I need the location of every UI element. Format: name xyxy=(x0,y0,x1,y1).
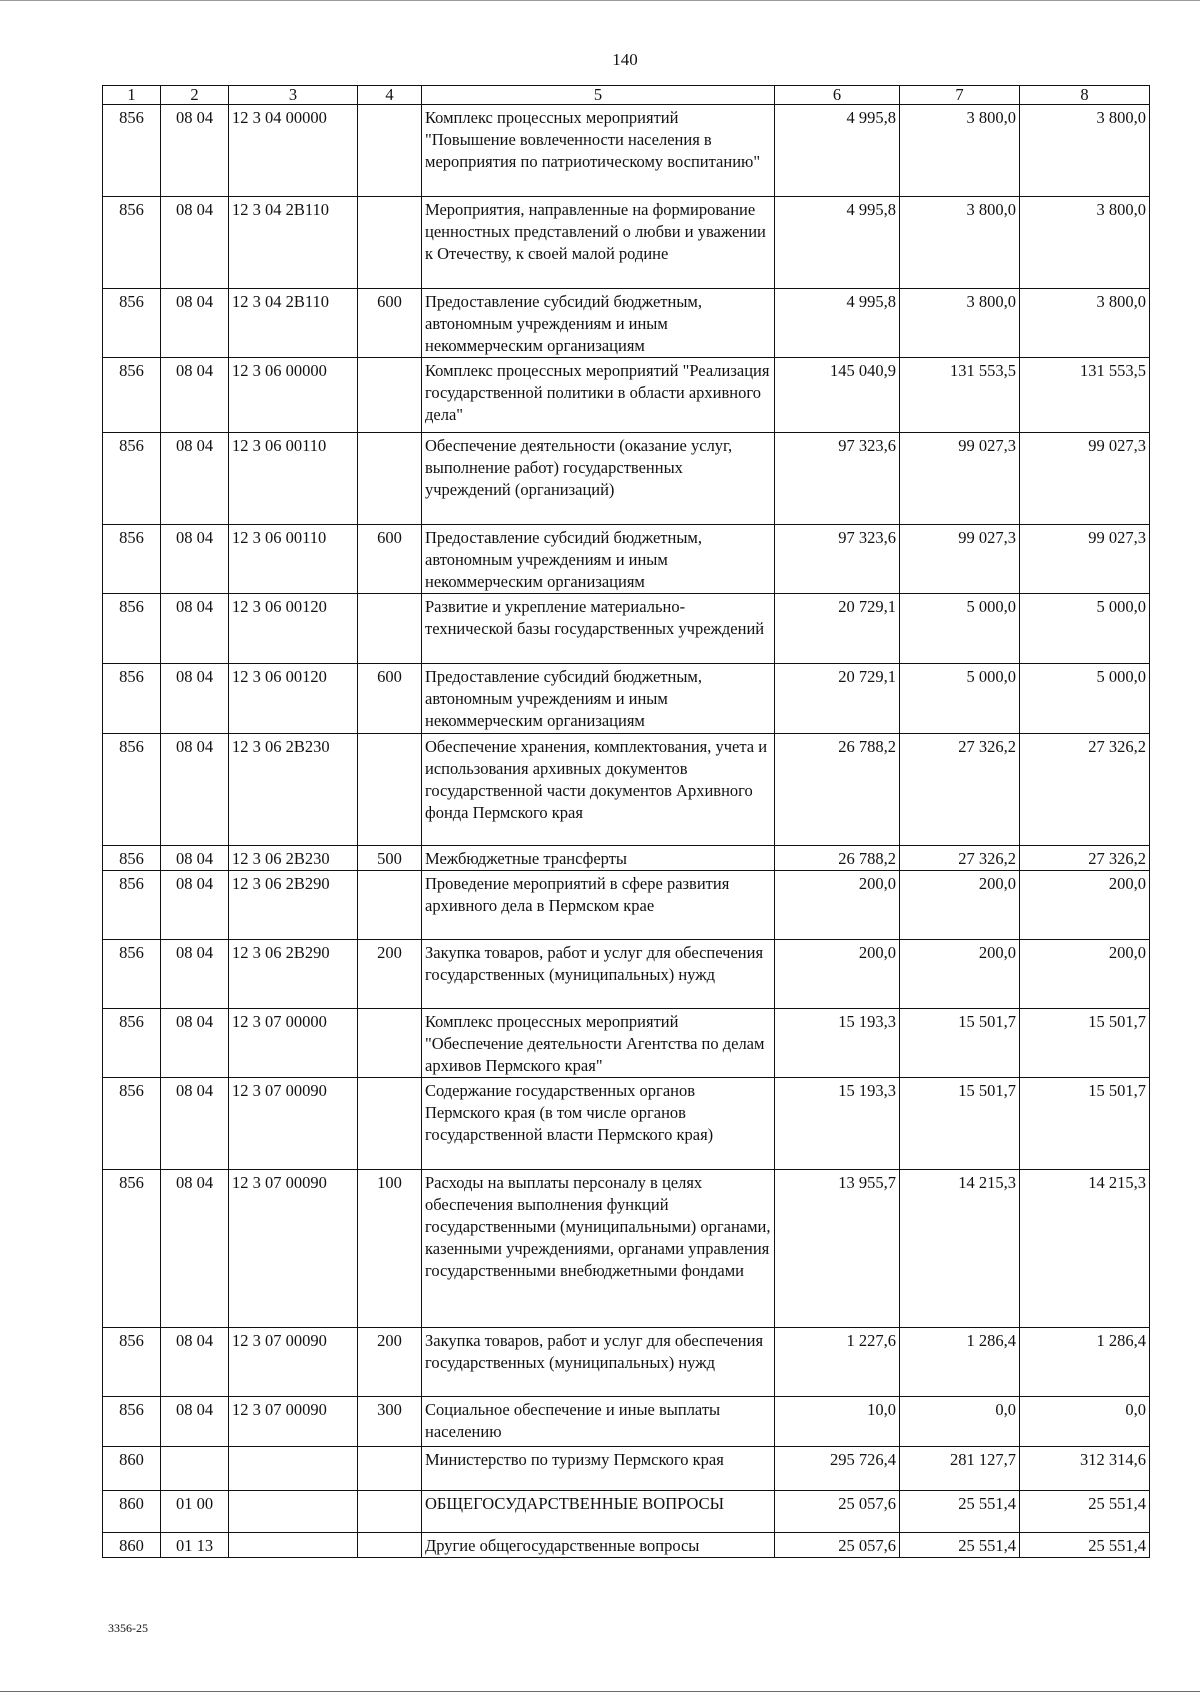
cell-col-1: 856 xyxy=(103,358,161,433)
cell-col-3: 12 3 04 2В110 xyxy=(229,197,358,289)
cell-col-6: 4 995,8 xyxy=(775,197,900,289)
table-row xyxy=(103,197,1150,289)
cell-col-4: 500 xyxy=(358,846,422,871)
scan-edge-top xyxy=(0,0,1200,3)
table-row xyxy=(103,940,1150,1009)
cell-col-4: 600 xyxy=(358,289,422,358)
cell-col-3: 12 3 06 00000 xyxy=(229,358,358,433)
column-header-7: 7 xyxy=(900,86,1020,105)
cell-col-7: 3 800,0 xyxy=(900,197,1020,289)
cell-col-7: 200,0 xyxy=(900,940,1020,1009)
cell-col-2: 08 04 xyxy=(161,734,229,846)
cell-col-5: Социальное обеспечение и иные выплаты населению xyxy=(422,1397,775,1447)
cell-col-3: 12 3 06 2В230 xyxy=(229,734,358,846)
table-row xyxy=(103,1328,1150,1397)
cell-col-3: 12 3 07 00000 xyxy=(229,1009,358,1078)
cell-col-1: 856 xyxy=(103,871,161,940)
cell-col-1: 860 xyxy=(103,1533,161,1558)
cell-col-2 xyxy=(161,1447,229,1491)
cell-col-6: 26 788,2 xyxy=(775,846,900,871)
cell-col-2: 08 04 xyxy=(161,1078,229,1170)
cell-col-3: 12 3 06 00110 xyxy=(229,525,358,594)
cell-col-5: Комплекс процессных мероприятий "Обеспечение деятельности Агентства по делам архивов Пермского края" xyxy=(422,1009,775,1078)
cell-col-3: 12 3 04 2В110 xyxy=(229,289,358,358)
column-header-4: 4 xyxy=(358,86,422,105)
cell-col-1: 856 xyxy=(103,664,161,734)
cell-col-8: 25 551,4 xyxy=(1020,1533,1150,1558)
cell-col-1: 856 xyxy=(103,289,161,358)
cell-col-7: 3 800,0 xyxy=(900,105,1020,197)
cell-col-1: 856 xyxy=(103,105,161,197)
column-header-3: 3 xyxy=(229,86,358,105)
column-header-5: 5 xyxy=(422,86,775,105)
cell-col-2: 08 04 xyxy=(161,1170,229,1328)
column-header-1: 1 xyxy=(103,86,161,105)
table-row xyxy=(103,1397,1150,1447)
cell-col-3: 12 3 06 00120 xyxy=(229,664,358,734)
table-row xyxy=(103,1009,1150,1078)
cell-col-3: 12 3 06 00110 xyxy=(229,433,358,525)
cell-col-4: 100 xyxy=(358,1170,422,1328)
cell-col-5: Закупка товаров, работ и услуг для обеспечения государственных (муниципальных) нужд xyxy=(422,940,775,1009)
cell-col-3: 12 3 07 00090 xyxy=(229,1170,358,1328)
cell-col-7: 99 027,3 xyxy=(900,433,1020,525)
cell-col-7: 25 551,4 xyxy=(900,1491,1020,1533)
cell-col-7: 15 501,7 xyxy=(900,1078,1020,1170)
cell-col-8: 312 314,6 xyxy=(1020,1447,1150,1491)
cell-col-7: 200,0 xyxy=(900,871,1020,940)
cell-col-7: 0,0 xyxy=(900,1397,1020,1447)
cell-col-7: 131 553,5 xyxy=(900,358,1020,433)
cell-col-5: Министерство по туризму Пермского края xyxy=(422,1447,775,1491)
cell-col-7: 5 000,0 xyxy=(900,594,1020,664)
cell-col-7: 27 326,2 xyxy=(900,846,1020,871)
cell-col-4: 600 xyxy=(358,525,422,594)
table-row xyxy=(103,1078,1150,1170)
cell-col-6: 145 040,9 xyxy=(775,358,900,433)
cell-col-4: 600 xyxy=(358,664,422,734)
cell-col-8: 25 551,4 xyxy=(1020,1491,1150,1533)
cell-col-4 xyxy=(358,105,422,197)
cell-col-8: 99 027,3 xyxy=(1020,433,1150,525)
cell-col-6: 13 955,7 xyxy=(775,1170,900,1328)
cell-col-8: 1 286,4 xyxy=(1020,1328,1150,1397)
cell-col-1: 860 xyxy=(103,1447,161,1491)
cell-col-3: 12 3 07 00090 xyxy=(229,1397,358,1447)
cell-col-5: Межбюджетные трансферты xyxy=(422,846,775,871)
cell-col-2: 08 04 xyxy=(161,525,229,594)
cell-col-2: 08 04 xyxy=(161,594,229,664)
cell-col-1: 856 xyxy=(103,846,161,871)
cell-col-4 xyxy=(358,871,422,940)
cell-col-1: 856 xyxy=(103,1009,161,1078)
cell-col-3: 12 3 07 00090 xyxy=(229,1078,358,1170)
cell-col-4 xyxy=(358,1009,422,1078)
cell-col-7: 5 000,0 xyxy=(900,664,1020,734)
table-row xyxy=(103,1533,1150,1558)
table-body xyxy=(103,86,1150,1558)
cell-col-8: 200,0 xyxy=(1020,940,1150,1009)
cell-col-4 xyxy=(358,433,422,525)
cell-col-7: 281 127,7 xyxy=(900,1447,1020,1491)
cell-col-4 xyxy=(358,358,422,433)
cell-col-8: 15 501,7 xyxy=(1020,1009,1150,1078)
document-code: 3356-25 xyxy=(108,1621,148,1635)
cell-col-7: 27 326,2 xyxy=(900,734,1020,846)
scan-edge-bottom xyxy=(0,1691,1200,1692)
cell-col-7: 3 800,0 xyxy=(900,289,1020,358)
page-number: 140 xyxy=(612,50,638,69)
cell-col-6: 25 057,6 xyxy=(775,1533,900,1558)
cell-col-5: Содержание государственных органов Пермского края (в том числе органов государственной власти Пермского края) xyxy=(422,1078,775,1170)
cell-col-8: 99 027,3 xyxy=(1020,525,1150,594)
cell-col-1: 856 xyxy=(103,940,161,1009)
cell-col-4 xyxy=(358,1533,422,1558)
cell-col-3: 12 3 04 00000 xyxy=(229,105,358,197)
table-row xyxy=(103,525,1150,594)
table-row xyxy=(103,1447,1150,1491)
cell-col-8: 200,0 xyxy=(1020,871,1150,940)
cell-col-1: 856 xyxy=(103,1078,161,1170)
cell-col-5: Обеспечение хранения, комплектования, учета и использования архивных документов государственной части документов Архивного фонда Пермского края xyxy=(422,734,775,846)
cell-col-5: Развитие и укрепление материально-технической базы государственных учреждений xyxy=(422,594,775,664)
cell-col-3: 12 3 06 00120 xyxy=(229,594,358,664)
cell-col-8: 3 800,0 xyxy=(1020,289,1150,358)
cell-col-4: 200 xyxy=(358,1328,422,1397)
cell-col-8: 5 000,0 xyxy=(1020,594,1150,664)
cell-col-2: 08 04 xyxy=(161,664,229,734)
cell-col-4 xyxy=(358,1491,422,1533)
cell-col-1: 856 xyxy=(103,525,161,594)
cell-col-2: 08 04 xyxy=(161,846,229,871)
table-row xyxy=(103,871,1150,940)
cell-col-8: 14 215,3 xyxy=(1020,1170,1150,1328)
cell-col-1: 856 xyxy=(103,1328,161,1397)
cell-col-5: ОБЩЕГОСУДАРСТВЕННЫЕ ВОПРОСЫ xyxy=(422,1491,775,1533)
cell-col-5: Другие общегосударственные вопросы xyxy=(422,1533,775,1558)
cell-col-7: 99 027,3 xyxy=(900,525,1020,594)
cell-col-8: 27 326,2 xyxy=(1020,846,1150,871)
cell-col-4 xyxy=(358,197,422,289)
table-row xyxy=(103,846,1150,871)
cell-col-6: 200,0 xyxy=(775,871,900,940)
cell-col-6: 295 726,4 xyxy=(775,1447,900,1491)
cell-col-2: 08 04 xyxy=(161,940,229,1009)
cell-col-6: 200,0 xyxy=(775,940,900,1009)
table-row xyxy=(103,358,1150,433)
column-header-8: 8 xyxy=(1020,86,1150,105)
cell-col-6: 4 995,8 xyxy=(775,289,900,358)
cell-col-2: 08 04 xyxy=(161,197,229,289)
table-row xyxy=(103,664,1150,734)
cell-col-2: 08 04 xyxy=(161,289,229,358)
column-header-2: 2 xyxy=(161,86,229,105)
cell-col-5: Обеспечение деятельности (оказание услуг, выполнение работ) государственных учреждений (организаций) xyxy=(422,433,775,525)
cell-col-4: 300 xyxy=(358,1397,422,1447)
cell-col-2: 08 04 xyxy=(161,1009,229,1078)
cell-col-3: 12 3 06 2В290 xyxy=(229,871,358,940)
cell-col-5: Предоставление субсидий бюджетным, автономным учреждениям и иным некоммерческим организациям xyxy=(422,289,775,358)
cell-col-1: 856 xyxy=(103,594,161,664)
cell-col-5: Проведение мероприятий в сфере развития архивного дела в Пермском крае xyxy=(422,871,775,940)
cell-col-2: 08 04 xyxy=(161,105,229,197)
cell-col-8: 5 000,0 xyxy=(1020,664,1150,734)
table-row xyxy=(103,433,1150,525)
cell-col-6: 20 729,1 xyxy=(775,594,900,664)
cell-col-2: 08 04 xyxy=(161,1397,229,1447)
cell-col-2: 01 00 xyxy=(161,1491,229,1533)
column-header-6: 6 xyxy=(775,86,900,105)
cell-col-3: 12 3 06 2В230 xyxy=(229,846,358,871)
cell-col-5: Закупка товаров, работ и услуг для обеспечения государственных (муниципальных) нужд xyxy=(422,1328,775,1397)
table-row xyxy=(103,105,1150,197)
cell-col-4 xyxy=(358,734,422,846)
cell-col-2: 08 04 xyxy=(161,358,229,433)
cell-col-2: 01 13 xyxy=(161,1533,229,1558)
cell-col-7: 25 551,4 xyxy=(900,1533,1020,1558)
table-row xyxy=(103,1170,1150,1328)
cell-col-6: 15 193,3 xyxy=(775,1078,900,1170)
cell-col-1: 856 xyxy=(103,734,161,846)
cell-col-5: Предоставление субсидий бюджетным, автономным учреждениям и иным некоммерческим организациям xyxy=(422,525,775,594)
cell-col-2: 08 04 xyxy=(161,433,229,525)
cell-col-8: 15 501,7 xyxy=(1020,1078,1150,1170)
cell-col-8: 27 326,2 xyxy=(1020,734,1150,846)
cell-col-2: 08 04 xyxy=(161,1328,229,1397)
cell-col-3 xyxy=(229,1447,358,1491)
table-row xyxy=(103,1491,1150,1533)
cell-col-8: 131 553,5 xyxy=(1020,358,1150,433)
cell-col-6: 10,0 xyxy=(775,1397,900,1447)
cell-col-5: Расходы на выплаты персоналу в целях обеспечения выполнения функций государственными (муниципальными) органами, казенными учреждениями, органами управления государственными внебюджетными фондами xyxy=(422,1170,775,1328)
cell-col-6: 4 995,8 xyxy=(775,105,900,197)
cell-col-1: 860 xyxy=(103,1491,161,1533)
cell-col-6: 20 729,1 xyxy=(775,664,900,734)
cell-col-4 xyxy=(358,1447,422,1491)
cell-col-3: 12 3 07 00090 xyxy=(229,1328,358,1397)
cell-col-6: 97 323,6 xyxy=(775,525,900,594)
cell-col-4: 200 xyxy=(358,940,422,1009)
table-row xyxy=(103,289,1150,358)
cell-col-8: 3 800,0 xyxy=(1020,197,1150,289)
cell-col-3 xyxy=(229,1533,358,1558)
cell-col-7: 14 215,3 xyxy=(900,1170,1020,1328)
cell-col-6: 26 788,2 xyxy=(775,734,900,846)
cell-col-3: 12 3 06 2В290 xyxy=(229,940,358,1009)
cell-col-6: 15 193,3 xyxy=(775,1009,900,1078)
cell-col-4 xyxy=(358,1078,422,1170)
cell-col-7: 1 286,4 xyxy=(900,1328,1020,1397)
cell-col-5: Предоставление субсидий бюджетным, автономным учреждениям и иным некоммерческим организациям xyxy=(422,664,775,734)
cell-col-4 xyxy=(358,594,422,664)
table-row xyxy=(103,594,1150,664)
cell-col-1: 856 xyxy=(103,1397,161,1447)
cell-col-1: 856 xyxy=(103,197,161,289)
table-row xyxy=(103,734,1150,846)
cell-col-6: 25 057,6 xyxy=(775,1491,900,1533)
column-header-row xyxy=(103,86,1150,105)
cell-col-5: Мероприятия, направленные на формирование ценностных представлений о любви и уважении к Отечеству, к своей малой родине xyxy=(422,197,775,289)
cell-col-2: 08 04 xyxy=(161,871,229,940)
budget-table xyxy=(102,85,1150,1558)
cell-col-6: 1 227,6 xyxy=(775,1328,900,1397)
cell-col-5: Комплекс процессных мероприятий "Реализация государственной политики в области архивного дела" xyxy=(422,358,775,433)
cell-col-6: 97 323,6 xyxy=(775,433,900,525)
cell-col-1: 856 xyxy=(103,433,161,525)
cell-col-7: 15 501,7 xyxy=(900,1009,1020,1078)
cell-col-5: Комплекс процессных мероприятий "Повышение вовлеченности населения в мероприятия по патриотическому воспитанию" xyxy=(422,105,775,197)
cell-col-8: 0,0 xyxy=(1020,1397,1150,1447)
cell-col-3 xyxy=(229,1491,358,1533)
cell-col-8: 3 800,0 xyxy=(1020,105,1150,197)
cell-col-1: 856 xyxy=(103,1170,161,1328)
